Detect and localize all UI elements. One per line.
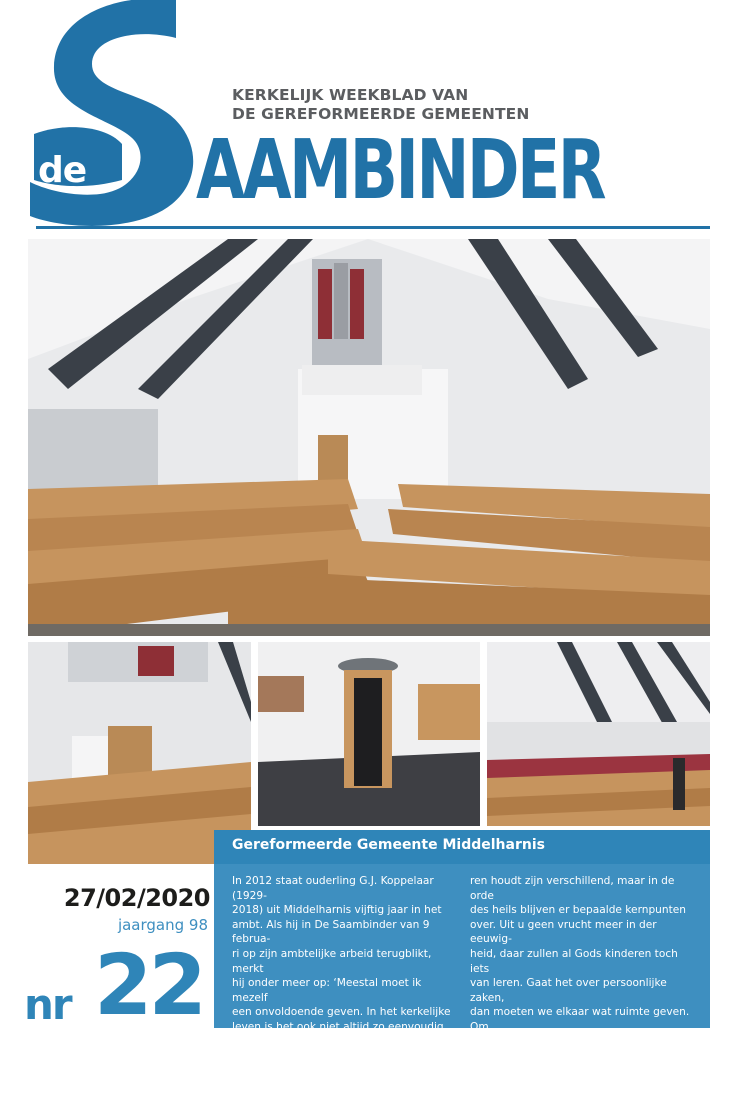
logo-de: de — [38, 150, 87, 191]
font-photo — [258, 642, 480, 826]
masthead-subtitle — [232, 86, 529, 124]
issue-number: 22 — [94, 936, 203, 1034]
photo-caption: Gereformeerde Gemeente Middelharnis — [232, 837, 545, 853]
pews-photo — [487, 642, 710, 826]
article-column-1: In 2012 staat ouderling G.J. Koppelaar (1929- 2018) uit Middelharnis vijftig jaar in het ambt. Als hij in De Saambinder van 9 februa- ri op zijn ambtelijke arbeid terugblikt, merkt hij onder meer op: ‘Meestal moet ik mezelf een onvoldoende geven. In het kerkelijke leven is het ook niet altijd zo eenvoudig. Soms wordt er wel eens tegen me gezegd: ‘Koppelaar, het kan ook anders’. Ja, zeg ik dan, de wegen die de Heere met Zijn kinde- — [232, 875, 459, 1092]
s-logo-letter — [26, 0, 206, 230]
masthead-title: AAMBINDER — [196, 123, 605, 218]
issue-nr-label: nr — [24, 980, 71, 1029]
baptismal-font-icon — [258, 642, 480, 826]
issue-date: 27/02/2020 — [63, 884, 210, 912]
main-photo — [28, 239, 710, 636]
subtitle-line-2: DE GEREFORMEERDE GEMEENTEN — [232, 105, 530, 123]
article-column-2: ren houdt zijn verschillend, maar in de orde des heils blijven er bepaalde kernpunten over. Uit u geen vrucht meer in der eeuwig- heid, daar zullen al Gods kinderen toch iets van leren. Gaat het over persoonlijke zaken, dan moeten we elkaar wat ruimte geven. Om de minste te zijn valt echter niet mee, ook al bidden we aan het einde van iedere lees- dienst: O Zoon, maak ons Uw beeld gelijk. Daar ben ik veel in tekort gekomen’. — [470, 875, 696, 1106]
masthead — [0, 0, 738, 238]
church-interior-icon — [28, 239, 710, 636]
masthead-rule — [36, 226, 710, 229]
pews-icon — [487, 642, 710, 826]
caption-bar — [214, 830, 710, 864]
subtitle-line-1: KERKELIJK WEEKBLAD VAN — [232, 86, 469, 104]
article-box — [214, 864, 710, 1106]
issue-volume: jaargang 98 — [117, 916, 208, 934]
